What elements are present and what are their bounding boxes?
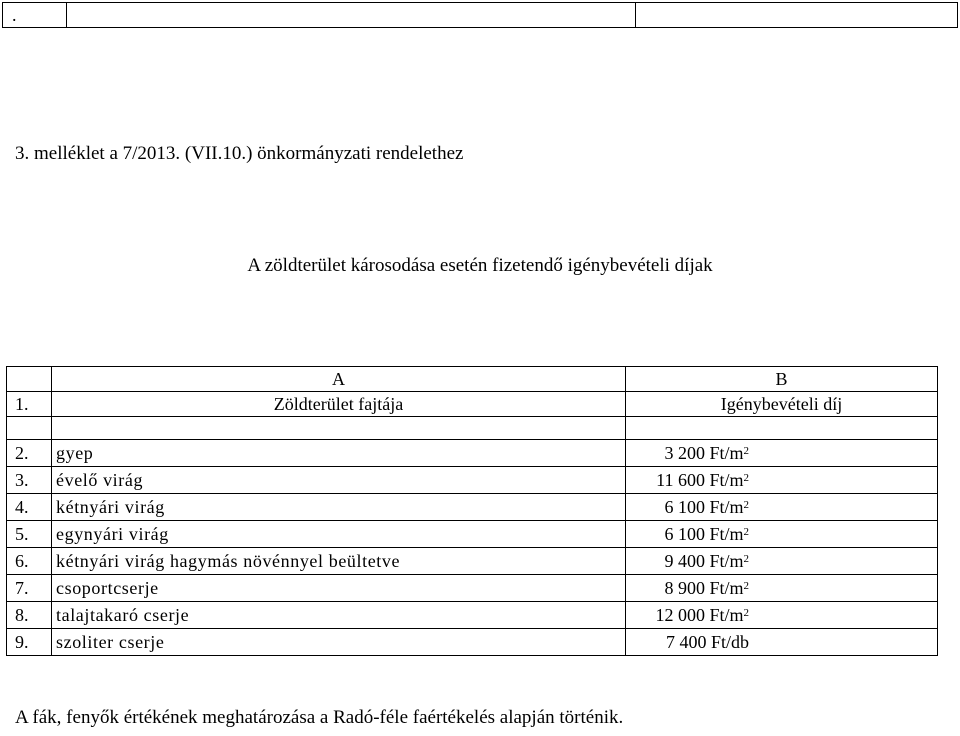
- usage-fee: [626, 440, 938, 467]
- table-row: [7, 494, 938, 521]
- unit-exponent: 2: [743, 526, 749, 538]
- green-area-type: évelő virág: [52, 467, 626, 494]
- green-area-type: kétnyári virág hagymás növénnyel beültetve: [52, 548, 626, 575]
- table-row: [7, 602, 938, 629]
- unit-exponent: 2: [743, 607, 749, 619]
- blank-row: [7, 417, 938, 440]
- row-number: 7.: [7, 575, 52, 602]
- row-number: 3.: [7, 467, 52, 494]
- fee-amount: 6 100 Ft/m: [664, 497, 744, 517]
- unit-exponent: 2: [743, 445, 749, 457]
- column-letter-b: B: [626, 367, 938, 392]
- fee-amount: 6 100 Ft/m: [664, 524, 744, 544]
- usage-fee: [626, 548, 938, 575]
- usage-fee: [626, 575, 938, 602]
- row-number: 1.: [7, 392, 52, 417]
- unit-exponent: 2: [743, 553, 749, 565]
- empty-cell: [7, 367, 52, 392]
- fee-amount: 9 400 Ft/m: [664, 551, 744, 571]
- usage-fee: [626, 521, 938, 548]
- table-row: [7, 440, 938, 467]
- table-row: [7, 548, 938, 575]
- empty-cell: [626, 417, 938, 440]
- table-row: [7, 629, 938, 656]
- table-row: [7, 575, 938, 602]
- usage-fee: [626, 602, 938, 629]
- row-number: 4.: [7, 494, 52, 521]
- fee-amount: 11 600 Ft/m: [656, 470, 744, 490]
- column-letter-a: A: [52, 367, 626, 392]
- header-green-area-type: Zöldterület fajtája: [52, 392, 626, 417]
- fee-amount: 7 400 Ft/db: [665, 632, 749, 652]
- green-area-type: egynyári virág: [52, 521, 626, 548]
- row-number: 2.: [7, 440, 52, 467]
- top-header-strip: [2, 2, 958, 28]
- unit-exponent: 2: [743, 499, 749, 511]
- empty-cell: [52, 417, 626, 440]
- column-letter-row: [7, 367, 938, 392]
- green-area-type: talajtakaró cserje: [52, 602, 626, 629]
- fee-amount: 3 200 Ft/m: [664, 443, 744, 463]
- unit-exponent: 2: [743, 580, 749, 592]
- fee-amount: 12 000 Ft/m: [655, 605, 744, 625]
- header-divider: [66, 2, 67, 28]
- fee-amount: 8 900 Ft/m: [664, 578, 744, 598]
- green-area-type: csoportcserje: [52, 575, 626, 602]
- usage-fee: [626, 629, 938, 656]
- green-area-type: kétnyári virág: [52, 494, 626, 521]
- header-divider: [635, 2, 636, 28]
- table-row: [7, 521, 938, 548]
- row-number: 8.: [7, 602, 52, 629]
- usage-fee: [626, 494, 938, 521]
- green-area-type: gyep: [52, 440, 626, 467]
- table-row: [7, 467, 938, 494]
- header-mark: .: [12, 5, 17, 25]
- document-title: A zöldterület károsodása esetén fizetendő igénybevételi díjak: [247, 255, 713, 276]
- usage-fee: [626, 467, 938, 494]
- fee-table: [6, 366, 938, 656]
- annex-caption: 3. melléklet a 7/2013. (VII.10.) önkormányzati rendelethez: [15, 143, 464, 164]
- row-number: 5.: [7, 521, 52, 548]
- unit-exponent: 2: [743, 472, 749, 484]
- empty-cell: [7, 417, 52, 440]
- header-row: [7, 392, 938, 417]
- green-area-type: szoliter cserje: [52, 629, 626, 656]
- footnote: A fák, fenyők értékének meghatározása a Radó-féle faértékelés alapján történik.: [15, 707, 624, 728]
- row-number: 6.: [7, 548, 52, 575]
- header-usage-fee: Igénybevételi díj: [626, 392, 938, 417]
- row-number: 9.: [7, 629, 52, 656]
